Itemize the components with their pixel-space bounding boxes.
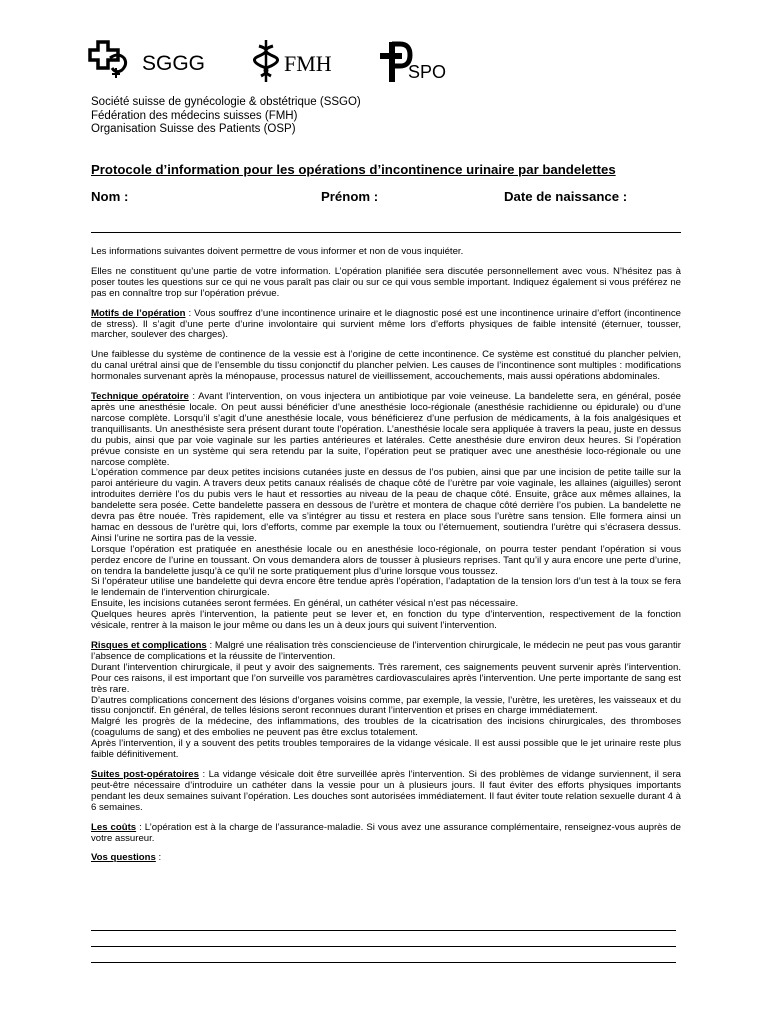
date-naissance-label: Date de naissance : xyxy=(504,189,628,204)
prenom-label: Prénom : xyxy=(321,189,379,204)
intro-paragraph-2: Elles ne constituent qu’une partie de votre information. L’opération planifiée sera discutée personnellement avec vous. N’hésitez pas à poser toutes les questions sur ce qui ne vous paraît pas clair ou sur ce qui vous semble important. Indiquez également si vous préférez ne pas en connaître trop sur l’opération prévue. xyxy=(91,265,681,299)
motifs-heading: Motifs de l’opération xyxy=(91,307,186,319)
motifs-text: : Vous souffrez d’une incontinence urinaire et le diagnostic posé est une incontinence urinaire d’effort (incontinence de stress). Il s’agit d’une perte d’urine involontaire qui survient même lors d’efforts physiques de faible intensité (éternuer, tousser, marcher, soulever des charges). xyxy=(91,307,681,341)
technique-paragraph xyxy=(91,392,681,468)
risques-paragraph-4: Malgré les progrès de la médecine, des inflammations, des troubles de la cicatrisation des incisions chirurgicales, des thromboses (coagulums de sang) et des embolies ne peuvent pas être exclus totalement. xyxy=(91,716,681,739)
risques-text: : Malgré une réalisation très consciencieuse de l’intervention chirurgicale, le médecin ne peut pas vous garantir l’absence de complications et la réussite de l’intervention. xyxy=(91,640,681,662)
questions-heading: Vos questions xyxy=(91,852,156,864)
logo-sggg-text: SGGG xyxy=(142,52,206,75)
technique-paragraph-5: Ensuite, les incisions cutanées seront fermées. En général, un cathéter vésical n’est pas nécessaire. xyxy=(91,598,519,610)
fmh-caduceus-logo xyxy=(253,38,279,84)
header-divider xyxy=(91,232,681,233)
questions-paragraph xyxy=(91,853,681,864)
organization-fmh: Fédération des médecins suisses (FMH) xyxy=(91,109,298,122)
technique-text: : Avant l’intervention, on vous injectera un antibiotique par voie veineuse. La bandelette sera, en général, posée après une anesthésie locale. On peut aussi bénéficier d’une anesthésie loco-régionale (anesthésie rachidienne ou épidurale) ou d’une narcose complète. Lorsqu’il s’agit d’une anesthésie locale, vous bénéficierez d’une perfusion de médicaments, à la fois analgésiques et tranquillisants. Un anesthésiste sera présent durant toute l’opération. L’anesthésie locale sera appliquée à travers la peau, juste en dessus du pubis, ainsi que par voie vaginale sur les parties antérieures et latérales. Cette anesthésie dure environ deux heures. Si l’opération prévue consiste en un système qui sera retendu par la suite, l’opération peut se pratiquer avec une anesthésie loco-régionale ou une narcose complète. xyxy=(91,391,682,468)
question-line-1 xyxy=(91,930,676,931)
logo-bar xyxy=(88,38,488,83)
organization-list xyxy=(91,96,361,137)
question-line-3 xyxy=(91,962,676,963)
technique-heading: Technique opératoire xyxy=(91,391,189,403)
motifs-paragraph xyxy=(91,309,681,342)
document-body xyxy=(91,247,681,864)
organization-ssgo: Société suisse de gynécologie & obstétrique (SSGO) xyxy=(91,96,361,108)
suites-heading: Suites post-opératoires xyxy=(91,768,199,780)
intro-paragraph: Les informations suivantes doivent permettre de vous informer et non de vous inquiéter. xyxy=(91,246,464,257)
technique-paragraph-3: Lorsque l’opération est pratiquée en anesthésie locale ou en anesthésie loco-régionale, on pourra tester pendant l’opération si vous perdez encore de l’urine en toussant. On vous demandera alors de tousser à plusieurs reprises. Tant qu’il y aura encore une perte d’urine, on tendra la bandelette jusqu’à ce qu’il ne sorte pratiquement plus d’urine lorsque vous toussez. xyxy=(91,543,681,577)
logo-fmh-text: FMH xyxy=(284,51,332,76)
couts-paragraph xyxy=(91,823,681,845)
questions-text: : xyxy=(155,852,162,864)
technique-paragraph-4: Si l’opérateur utilise une bandelette qui devra encore être tendue après l’opération, l’adaptation de la tension lors d’un test à la toux se fera le lendemain de l’intervention chirurgicale. xyxy=(91,576,681,599)
organization-osp: Organisation Suisse des Patients (OSP) xyxy=(91,123,296,135)
sggg-cross-logo xyxy=(88,38,138,80)
risques-paragraph-5: Après l’intervention, il y a souvent des petits troubles temporaires de la vidange vésicale. Il est aussi possible que le jet urinaire reste plus faible définitivement. xyxy=(91,738,681,761)
technique-paragraph-2: L’opération commence par deux petites incisions cutanées juste en dessus de l’os pubien, ainsi que par une incision de petite taille sur la paroi antérieure du vagin. A travers deux petits canaux réalisés de chaque côté de l’urètre par voie vaginale, les allaines (aiguilles) seront introduites derrière l’os du pubis vers le haut et ressorties au niveau de la peau de chaque côté. Ensuite, grâce aux mêmes allaines, la bandelette sera posée. Cette bandelette passera en dessous de l’urètre et montera de chaque côté derrière l’os pubien. La bandelette ne devra pas être nouée. Très rapidement, elle va s’intégrer au tissu et restera en place sous l’urètre sans tension. Elle formera ainsi un hamac en dessous de l’urètre qui, lors d’efforts, comme par exemple la toux ou l’éternuement, soutiendra l’urètre qui s’écrasera dessus. Ainsi l’urine ne sortira pas de la vessie. xyxy=(91,467,681,544)
nom-label: Nom : xyxy=(91,189,129,204)
risques-paragraph xyxy=(91,641,681,663)
risques-paragraph-3: D’autres complications concernent des lésions d’organes voisins comme, par exemple, la vessie, l’urètre, les uretères, les vaisseaux et du tissu conjonctif. En général, de telles lésions seront reconnues durant l’intervention et prises en charge immédiatement. xyxy=(91,694,681,717)
technique-paragraph-6: Quelques heures après l’intervention, la patiente peut se lever et, en fonction du type d’intervention, respectivement de la fonction vésicale, rentrer à la maison le jour même ou dans les un à deux jours qui suivent l’intervention. xyxy=(91,609,681,632)
couts-heading: Les coûts xyxy=(91,821,137,833)
question-line-2 xyxy=(91,946,676,947)
suites-paragraph xyxy=(91,770,681,814)
couts-text: : L’opération est à la charge de l’assurance-maladie. Si vous avez une assurance complémentaire, renseignez-vous auprès de votre assureur. xyxy=(91,821,681,844)
risques-heading: Risques et complications xyxy=(91,640,207,651)
suites-text: : La vidange vésicale doit être surveillée après l’intervention. Si des problèmes de vidange surviennent, il sera peut-être nécessaire d’introduire un cathéter dans la vessie pour un à plusieurs jours. Il faut éviter des efforts physiques importants pendant les deux semaines suivant l’opération. Les douches sont autorisées immédiatement. Il faut éviter toute relation sexuelle durant 4 à 6 semaines. xyxy=(91,768,681,813)
faiblesse-paragraph: Une faiblesse du système de continence de la vessie est à l’origine de cette incontinence. Ce système est constitué du plancher pelvien, du canal urétral ainsi que de l’ensemble du tissu conjonctif du plancher pelvien. Les causes de l’incontinence sont multiples : modifications hormonales survenant après la ménopause, processus naturel de vieillissement, accouchements, mais aussi opérations abdominales. xyxy=(91,349,681,383)
logo-spo-text: SPO xyxy=(408,62,447,82)
document-title: Protocole d’information pour les opérations d’incontinence urinaire par bandelettes xyxy=(91,162,616,177)
risques-paragraph-2: Durant l’intervention chirurgicale, il peut y avoir des saignements. Très rarement, ces saignements peuvent survenir après l’intervention. Pour ces raisons, il est important que l’on surveille vos paramètres cardiovasculaires après l’intervention. Une perte importante de sang est très rare. xyxy=(91,661,681,695)
